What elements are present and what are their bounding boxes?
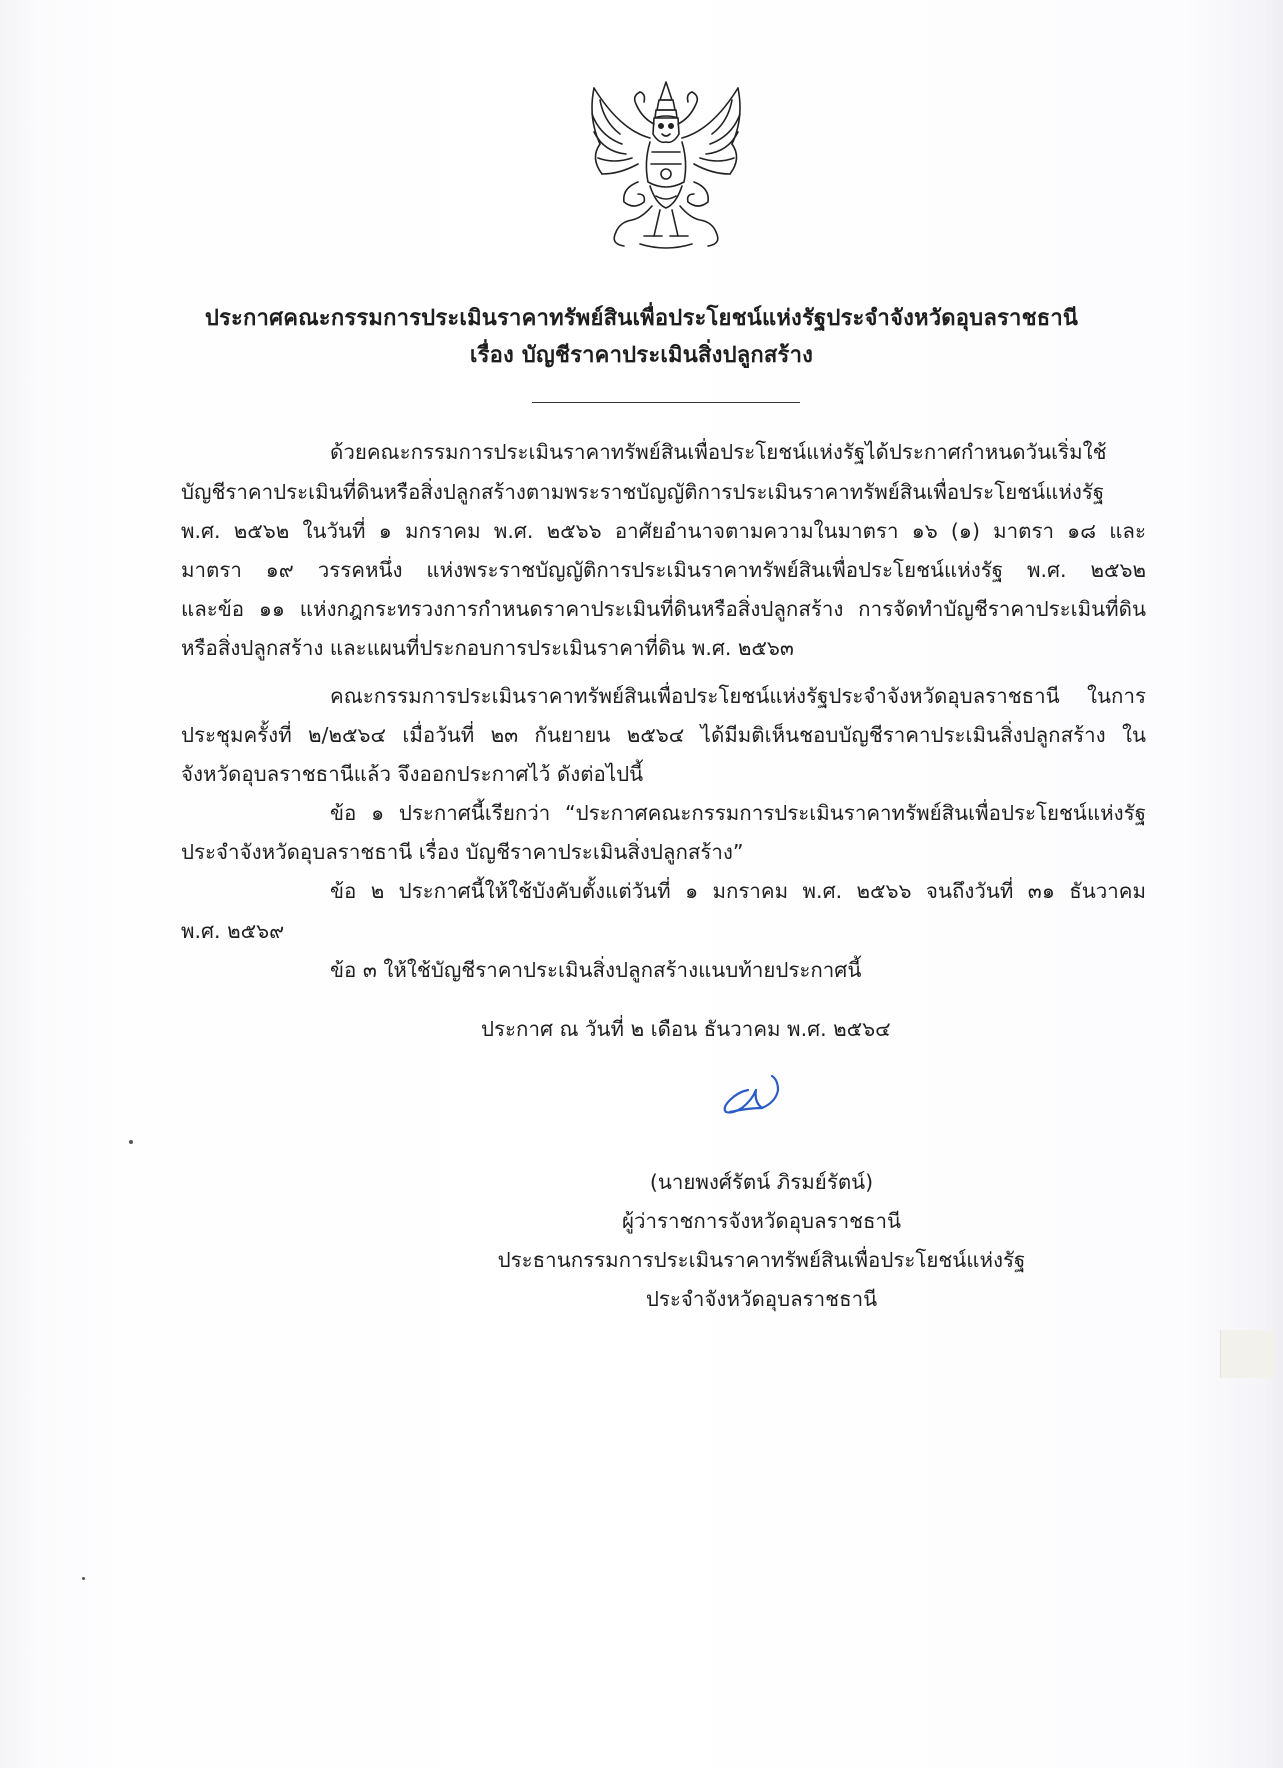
- paragraph-1-line: หรือสิ่งปลูกสร้าง และแผนที่ประกอบการประเมินราคาที่ดิน พ.ศ. ๒๕๖๓: [181, 636, 794, 660]
- clause-1-line: ประจำจังหวัดอุบลราชธานี เรื่อง บัญชีราคาประเมินสิ่งปลูกสร้าง”: [181, 840, 744, 864]
- signatory-position-governor: ผู้ว่าราชการจังหวัดอุบลราชธานี: [621, 1209, 902, 1233]
- garuda-emblem-icon: [580, 78, 752, 256]
- paragraph-1-line: บัญชีราคาประเมินที่ดินหรือสิ่งปลูกสร้างตามพระราชบัญญัติการประเมินราคาทรัพย์สินเพื่อประโยชน์แห่งรัฐ: [181, 480, 1105, 504]
- page-edge-shadow: [1265, 0, 1283, 1768]
- paragraph-2-line: คณะกรรมการประเมินราคาทรัพย์สินเพื่อประโยชน์แห่งรัฐประจำจังหวัดอุบลราชธานี ในการ: [330, 684, 1146, 708]
- page-tab-mark: [1220, 1330, 1275, 1378]
- clause-1-line: ข้อ ๑ ประกาศนี้เรียกว่า “ประกาศคณะกรรมการประเมินราคาทรัพย์สินเพื่อประโยชน์แห่งรัฐ: [330, 801, 1146, 825]
- clause-3-line: ข้อ ๓ ให้ใช้บัญชีราคาประเมินสิ่งปลูกสร้างแนบท้ายประกาศนี้: [330, 958, 862, 982]
- paragraph-1-line: พ.ศ. ๒๕๖๒ ในวันที่ ๑ มกราคม พ.ศ. ๒๕๖๖ อาศัยอำนาจตามความในมาตรา ๑๖ (๑) มาตรา ๑๘ และ: [181, 519, 1146, 543]
- clause-2-line: พ.ศ. ๒๕๖๙: [181, 919, 285, 943]
- dust-speck: [82, 1577, 85, 1580]
- dust-speck: [129, 1140, 133, 1144]
- signatory-name: (นายพงศ์รัตน์ ภิรมย์รัตน์): [649, 1170, 874, 1194]
- announcement-date: ประกาศ ณ วันที่ ๒ เดือน ธันวาคม พ.ศ. ๒๕๖๔: [481, 1017, 891, 1041]
- paragraph-1-line: มาตรา ๑๙ วรรคหนึ่ง แห่งพระราชบัญญัติการประเมินราคาทรัพย์สินเพื่อประโยชน์แห่งรัฐ พ.ศ. ๒๕๖๒: [181, 558, 1146, 582]
- signatory-position-chairman: ประธานกรรมการประเมินราคาทรัพย์สินเพื่อประโยชน์แห่งรัฐ: [497, 1248, 1026, 1272]
- paragraph-2-line: จังหวัดอุบลราชธานีแล้ว จึงออกประกาศไว้ ดังต่อไปนี้: [181, 762, 644, 786]
- title-underline: [532, 402, 800, 403]
- paragraph-1-line: และข้อ ๑๑ แห่งกฎกระทรวงการกำหนดราคาประเมินที่ดินหรือสิ่งปลูกสร้าง การจัดทำบัญชีราคาประเมินที่ดิน: [181, 597, 1146, 621]
- announcement-subject: เรื่อง บัญชีราคาประเมินสิ่งปลูกสร้าง: [469, 343, 814, 368]
- signatory-position-province: ประจำจังหวัดอุบลราชธานี: [645, 1287, 878, 1311]
- handwritten-signature: [718, 1072, 798, 1118]
- clause-2-line: ข้อ ๒ ประกาศนี้ให้ใช้บังคับตั้งแต่วันที่ ๑ มกราคม พ.ศ. ๒๕๖๖ จนถึงวันที่ ๓๑ ธันวาคม: [330, 879, 1146, 903]
- paragraph-2-line: ประชุมครั้งที่ ๒/๒๕๖๔ เมื่อวันที่ ๒๓ กันยายน ๒๕๖๔ ได้มีมติเห็นชอบบัญชีราคาประเมินสิ่งปลูกสร้าง ใน: [181, 723, 1146, 747]
- paragraph-1-line: ด้วยคณะกรรมการประเมินราคาทรัพย์สินเพื่อประโยชน์แห่งรัฐได้ประกาศกำหนดวันเริ่มใช้: [330, 440, 1107, 464]
- announcement-title: ประกาศคณะกรรมการประเมินราคาทรัพย์สินเพื่อประโยชน์แห่งรัฐประจำจังหวัดอุบลราชธานี: [204, 306, 1079, 331]
